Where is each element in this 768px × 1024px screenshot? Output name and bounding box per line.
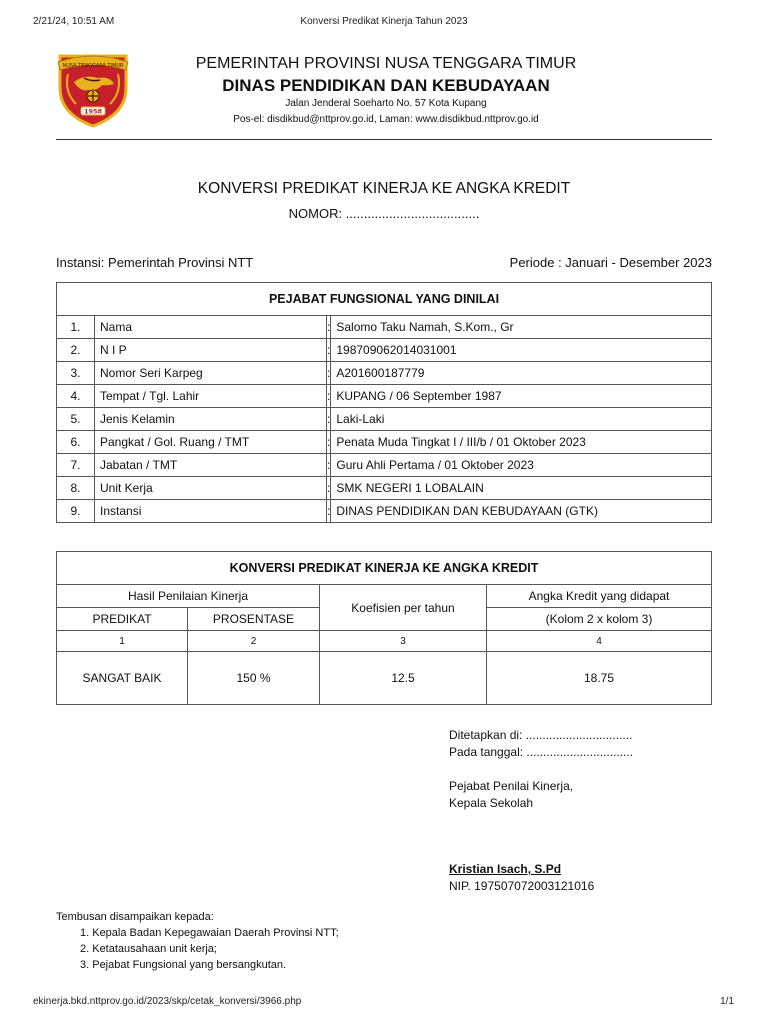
signer-role: Pejabat Penilai Kinerja, <box>449 779 574 793</box>
signer-name: Kristian Isach, S.Pd <box>449 862 562 876</box>
list-item: 3. Pejabat Fungsional yang bersangkutan. <box>80 959 287 971</box>
row-value: Salomo Taku Namah, S.Kom., Gr <box>331 316 712 339</box>
table-row <box>57 408 712 431</box>
ditetapkan-line: Ditetapkan di: ................................ <box>449 728 633 742</box>
letterhead-divider <box>56 139 712 140</box>
row-separator: : <box>327 339 331 362</box>
row-value: Laki-Laki <box>331 408 712 431</box>
row-value: SMK NEGERI 1 LOBALAIN <box>331 477 712 500</box>
row-label: N I P <box>95 339 327 362</box>
row-label: Nomor Seri Karpeg <box>95 362 327 385</box>
row-number: 4. <box>57 385 95 408</box>
column-number: 4 <box>487 631 712 652</box>
signer-block <box>449 861 594 895</box>
row-separator: : <box>327 316 331 339</box>
row-separator: : <box>327 477 331 500</box>
row-separator: : <box>327 454 331 477</box>
column-number: 3 <box>320 631 487 652</box>
row-separator: : <box>327 431 331 454</box>
kolom-formula-header: (Kolom 2 x kolom 3) <box>487 608 712 631</box>
table-row <box>57 316 712 339</box>
row-value: A201600187779 <box>331 362 712 385</box>
svg-text:NUSA TENGGARA TIMUR: NUSA TENGGARA TIMUR <box>62 63 124 69</box>
prosentase-header: PROSENTASE <box>188 608 320 631</box>
table-row <box>57 362 712 385</box>
hasil-penilaian-header: Hasil Penilaian Kinerja <box>57 585 320 608</box>
row-number: 6. <box>57 431 95 454</box>
row-value: Penata Muda Tingkat I / III/b / 01 Oktober 2023 <box>331 431 712 454</box>
svg-text:1958: 1958 <box>83 107 103 116</box>
koefisien-value: 12.5 <box>320 652 487 705</box>
official-info-table <box>56 282 712 523</box>
print-title: Konversi Predikat Kinerja Tahun 2023 <box>300 16 468 27</box>
letterhead-government: PEMERINTAH PROVINSI NUSA TENGGARA TIMUR <box>195 55 577 72</box>
instansi-label: Instansi: Pemerintah Provinsi NTT <box>56 255 254 270</box>
angka-kredit-header: Angka Kredit yang didapat <box>487 585 712 608</box>
signer-position: Kepala Sekolah <box>449 796 534 810</box>
periode-label: Periode : Januari - Desember 2023 <box>509 255 712 270</box>
row-number: 5. <box>57 408 95 431</box>
row-value: DINAS PENDIDIKAN DAN KEBUDAYAAN (GTK) <box>331 500 712 523</box>
row-label: Unit Kerja <box>95 477 327 500</box>
letterhead-contact: Pos-el: disdikbud@nttprov.go.id, Laman: www.disdikbud.nttprov.go.id <box>233 114 539 125</box>
row-label: Pangkat / Gol. Ruang / TMT <box>95 431 327 454</box>
tanggal-line: Pada tanggal: ................................ <box>449 745 634 759</box>
print-datetime: 2/21/24, 10:51 AM <box>33 16 115 27</box>
signer-nip: NIP. 197507072003121016 <box>449 879 595 893</box>
row-number: 2. <box>57 339 95 362</box>
row-number: 1. <box>57 316 95 339</box>
provincial-emblem-logo <box>54 52 132 128</box>
table-row <box>57 652 712 705</box>
row-value: 198709062014031001 <box>331 339 712 362</box>
predikat-header: PREDIKAT <box>57 608 188 631</box>
conversion-table <box>56 551 712 705</box>
table-row <box>57 500 712 523</box>
row-value: Guru Ahli Pertama / 01 Oktober 2023 <box>331 454 712 477</box>
official-table-caption: PEJABAT FUNGSIONAL YANG DINILAI <box>57 283 712 316</box>
row-separator: : <box>327 408 331 431</box>
row-label: Instansi <box>95 500 327 523</box>
cc-heading: Tembusan disampaikan kepada: <box>56 911 214 923</box>
predikat-value: SANGAT BAIK <box>57 652 188 705</box>
row-number: 7. <box>57 454 95 477</box>
print-page-number: 1/1 <box>720 996 734 1007</box>
table-row <box>57 454 712 477</box>
koefisien-header: Koefisien per tahun <box>320 585 487 631</box>
row-number: 9. <box>57 500 95 523</box>
print-url: ekinerja.bkd.nttprov.go.id/2023/skp/cetak_konversi/3966.php <box>33 996 302 1007</box>
row-separator: : <box>327 385 331 408</box>
letterhead-agency: DINAS PENDIDIKAN DAN KEBUDAYAAN <box>222 76 550 95</box>
row-label: Tempat / Tgl. Lahir <box>95 385 327 408</box>
table-row <box>57 339 712 362</box>
cc-section <box>56 909 339 973</box>
signature-block <box>449 727 633 812</box>
table-row <box>57 431 712 454</box>
column-number: 2 <box>188 631 320 652</box>
row-number: 8. <box>57 477 95 500</box>
document-title: KONVERSI PREDIKAT KINERJA KE ANGKA KREDIT <box>197 180 571 197</box>
document-number: NOMOR: ..................................... <box>288 206 480 221</box>
column-number: 1 <box>57 631 188 652</box>
row-separator: : <box>327 362 331 385</box>
row-separator: : <box>327 500 331 523</box>
row-label: Jenis Kelamin <box>95 408 327 431</box>
list-item: 2. Ketatausahaan unit kerja; <box>80 943 217 955</box>
table-row <box>57 477 712 500</box>
list-item: 1. Kepala Badan Kepegawaian Daerah Provinsi NTT; <box>80 927 339 939</box>
row-label: Nama <box>95 316 327 339</box>
table-row <box>57 385 712 408</box>
row-value: KUPANG / 06 September 1987 <box>331 385 712 408</box>
row-number: 3. <box>57 362 95 385</box>
conversion-table-caption: KONVERSI PREDIKAT KINERJA KE ANGKA KREDIT <box>57 552 712 585</box>
prosentase-value: 150 % <box>188 652 320 705</box>
angka-kredit-value: 18.75 <box>487 652 712 705</box>
row-label: Jabatan / TMT <box>95 454 327 477</box>
letterhead-address: Jalan Jenderal Soeharto No. 57 Kota Kupang <box>285 98 487 109</box>
